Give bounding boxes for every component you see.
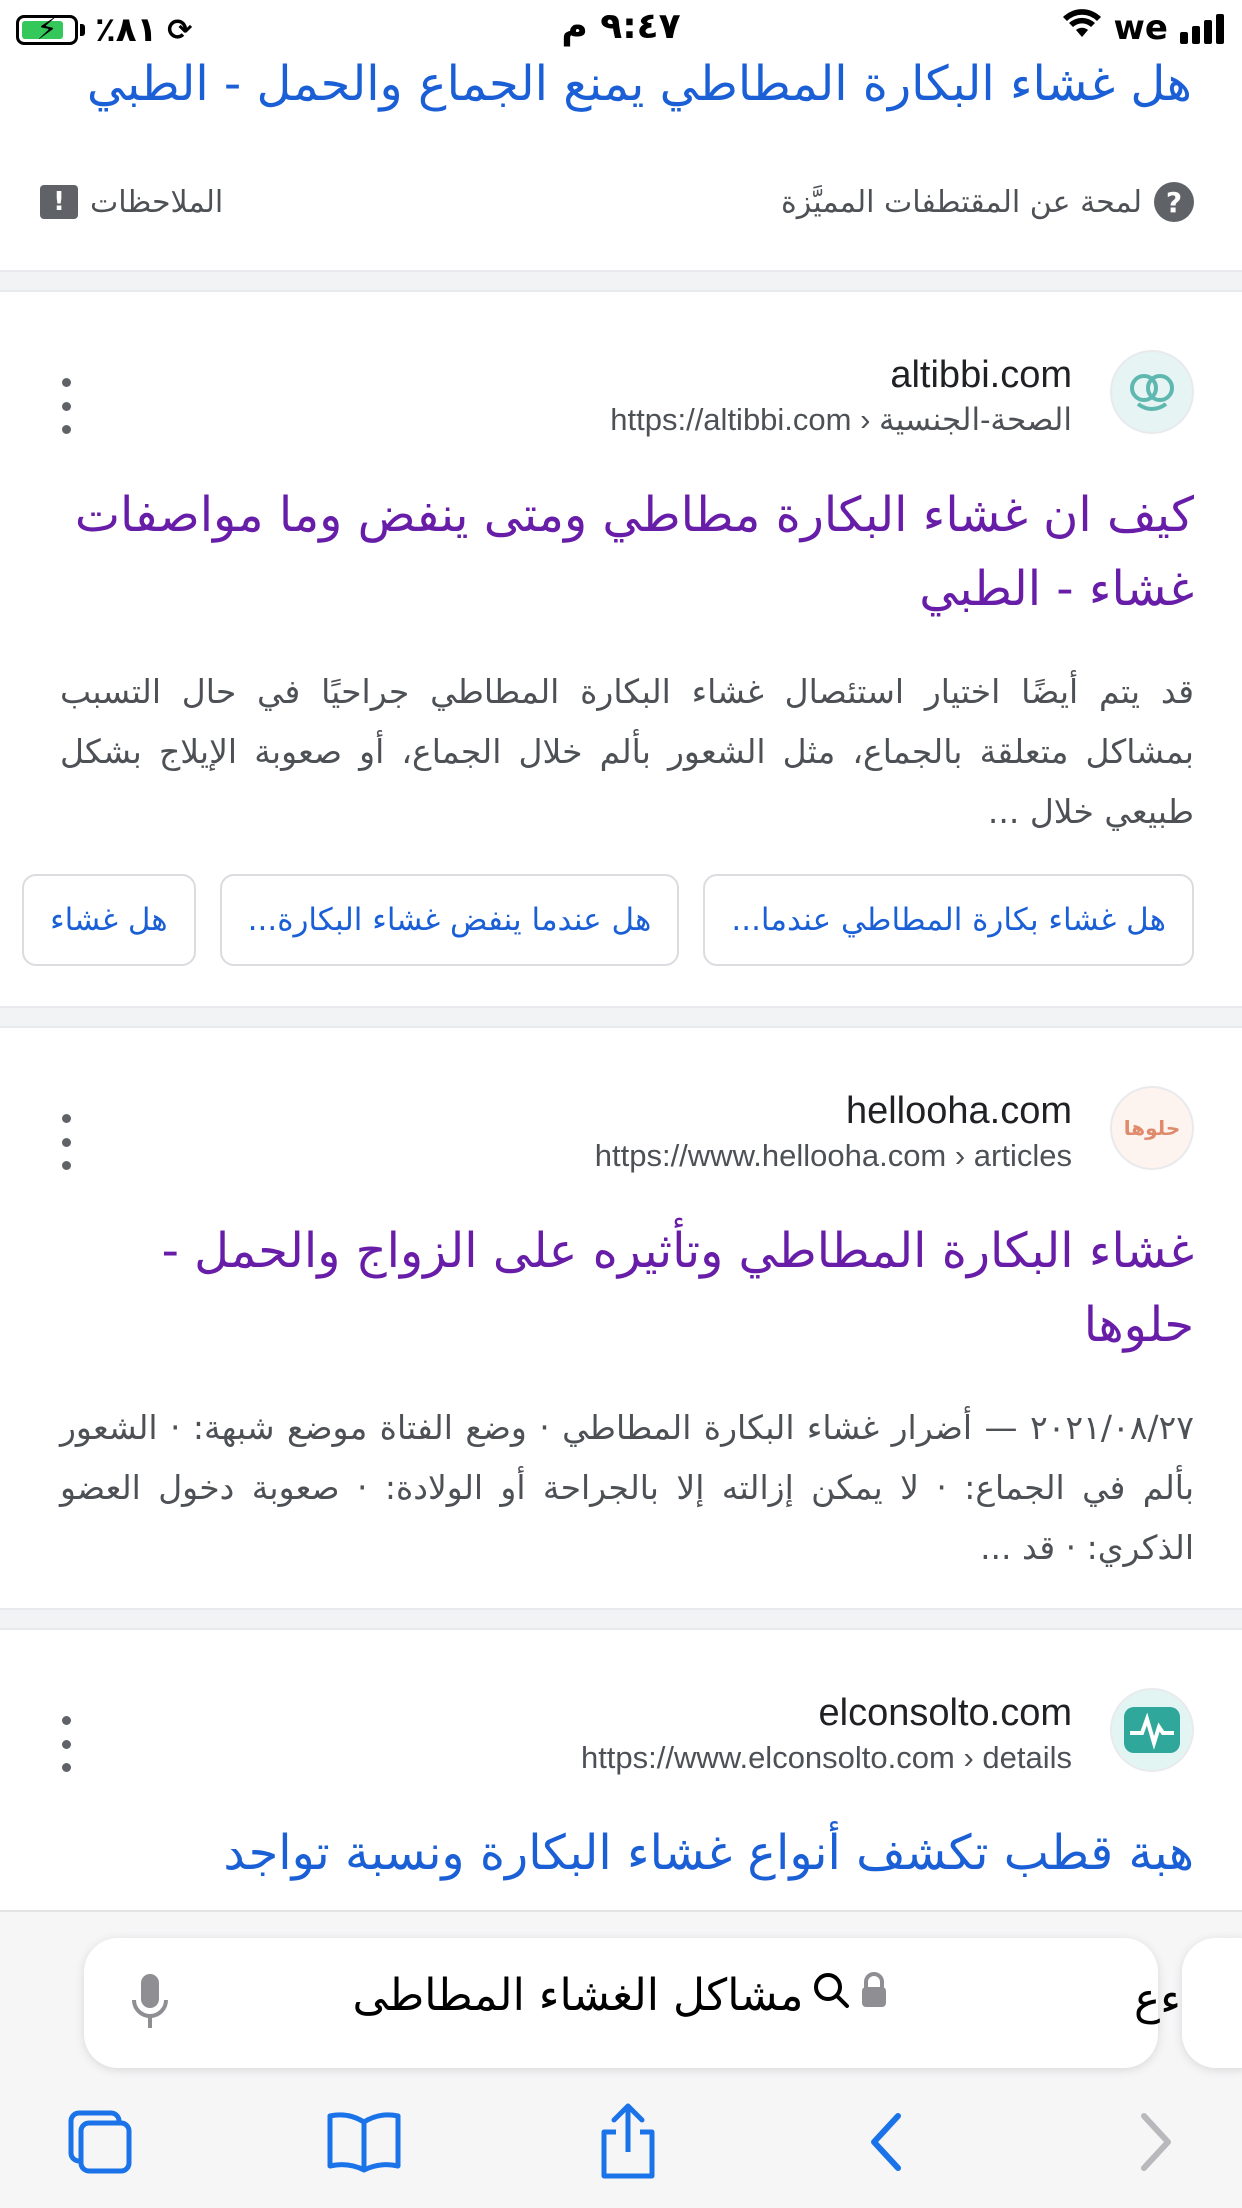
result-snippet: قد يتم أيضًا اختيار استئصال غشاء البكارة المطاطي جراحيًا في حال التسبب بمشاكل متعلقة بالجماع، مثل الشعور بألم خلال الجماع، أو صعوبة الإيلاج بشكل طبيعي خلال ... bbox=[60, 672, 1194, 831]
wifi-icon bbox=[1062, 8, 1102, 48]
result-title[interactable]: هبة قطب تكشف أنواع غشاء البكارة ونسبة تواجد bbox=[223, 1825, 1194, 1881]
result-source[interactable] bbox=[48, 1086, 1194, 1186]
site-name: altibbi.com bbox=[890, 354, 1072, 396]
about-featured-snippets-link[interactable] bbox=[781, 182, 1194, 222]
carrier-name: we bbox=[1113, 8, 1168, 48]
hellooha-favicon bbox=[1110, 1086, 1194, 1170]
status-time: ٩:٤٧ م bbox=[561, 6, 681, 47]
result-snippet: ٢٠٢١/٠٨/٢٧ — أضرار غشاء البكارة المطاطي · وضع الفتاة موضع شبهة: · الشعور بألم في الجماع: · لا يمكن إزالته إلا بالجراحة أو الولادة: · صعوبة دخول العضو الذكري: · قد ... bbox=[60, 1408, 1194, 1567]
forward-icon[interactable] bbox=[1116, 2102, 1196, 2182]
search-query: مشاكل الغشاء المطاطى bbox=[352, 1970, 804, 2021]
search-result bbox=[0, 1028, 1242, 1608]
about-label: لمحة عن المقتطفات المميَّزة bbox=[781, 184, 1142, 220]
related-chip[interactable]: هل غشاء بكارة المطاطي عندما... bbox=[703, 874, 1194, 966]
status-right bbox=[1062, 8, 1224, 48]
search-icon bbox=[811, 1970, 851, 2021]
search-result bbox=[0, 292, 1242, 1006]
elconsolto-favicon bbox=[1110, 1688, 1194, 1772]
site-url: https://www.hellooha.com › articles bbox=[594, 1138, 1072, 1173]
favicon-text: حلوها bbox=[1123, 1116, 1181, 1140]
signal-bars-icon bbox=[1180, 12, 1224, 44]
site-url: https://altibbi.com › الصحة-الجنسية bbox=[610, 402, 1072, 437]
more-options-icon[interactable] bbox=[50, 1716, 82, 1772]
battery-percent: ٪٨١ bbox=[95, 10, 158, 50]
more-options-icon[interactable] bbox=[50, 1114, 82, 1170]
section-divider bbox=[0, 1006, 1242, 1028]
page-settings-button[interactable]: ءع bbox=[1134, 1974, 1181, 2025]
rotation-lock-icon: ⟳ bbox=[167, 12, 193, 48]
browser-toolbar bbox=[0, 2102, 1242, 2202]
charging-bolt-icon: ⚡ bbox=[36, 12, 58, 47]
featured-result-title[interactable]: هل غشاء البكارة المطاطي يمنع الجماع والحمل - الطبي bbox=[86, 56, 1192, 112]
result-title[interactable]: غشاء البكارة المطاطي وتأثيره على الزواج والحمل - حلوها bbox=[161, 1223, 1194, 1353]
section-divider bbox=[0, 270, 1242, 292]
result-title[interactable]: كيف ان غشاء البكارة مطاطي ومتى ينفض وما مواصفات غشاء - الطبي bbox=[74, 487, 1194, 617]
feedback-icon: ! bbox=[40, 185, 78, 219]
site-name: hellooha.com bbox=[845, 1090, 1072, 1132]
browser-bottom-bar bbox=[0, 1910, 1242, 2208]
address-content bbox=[84, 1970, 1158, 2021]
feedback-label: الملاحظات bbox=[90, 184, 224, 220]
share-icon[interactable] bbox=[588, 2102, 668, 2182]
result-source[interactable] bbox=[48, 1688, 1194, 1788]
next-tab-address-peek[interactable] bbox=[1182, 1938, 1242, 2068]
related-chip[interactable]: هل عندما ينفض غشاء البكارة... bbox=[220, 874, 680, 966]
address-bar[interactable] bbox=[84, 1938, 1181, 2068]
section-divider bbox=[0, 1608, 1242, 1630]
tabs-icon[interactable] bbox=[60, 2102, 140, 2182]
featured-snippet-footer bbox=[40, 172, 1194, 232]
back-icon[interactable] bbox=[846, 2102, 926, 2182]
related-chip[interactable]: هل غشاء bbox=[22, 874, 196, 966]
altibbi-favicon bbox=[1110, 350, 1194, 434]
site-name: elconsolto.com bbox=[818, 1692, 1072, 1734]
search-result bbox=[0, 1630, 1242, 1910]
site-url: https://www.elconsolto.com › details bbox=[580, 1740, 1072, 1775]
more-options-icon[interactable] bbox=[50, 378, 82, 434]
lock-icon bbox=[859, 1970, 889, 2021]
bookmarks-icon[interactable] bbox=[324, 2102, 404, 2182]
related-questions-chips bbox=[0, 874, 1194, 970]
feedback-link[interactable] bbox=[40, 185, 223, 220]
status-bar bbox=[0, 0, 1242, 62]
help-icon: ? bbox=[1154, 182, 1194, 222]
result-source[interactable] bbox=[48, 350, 1194, 450]
